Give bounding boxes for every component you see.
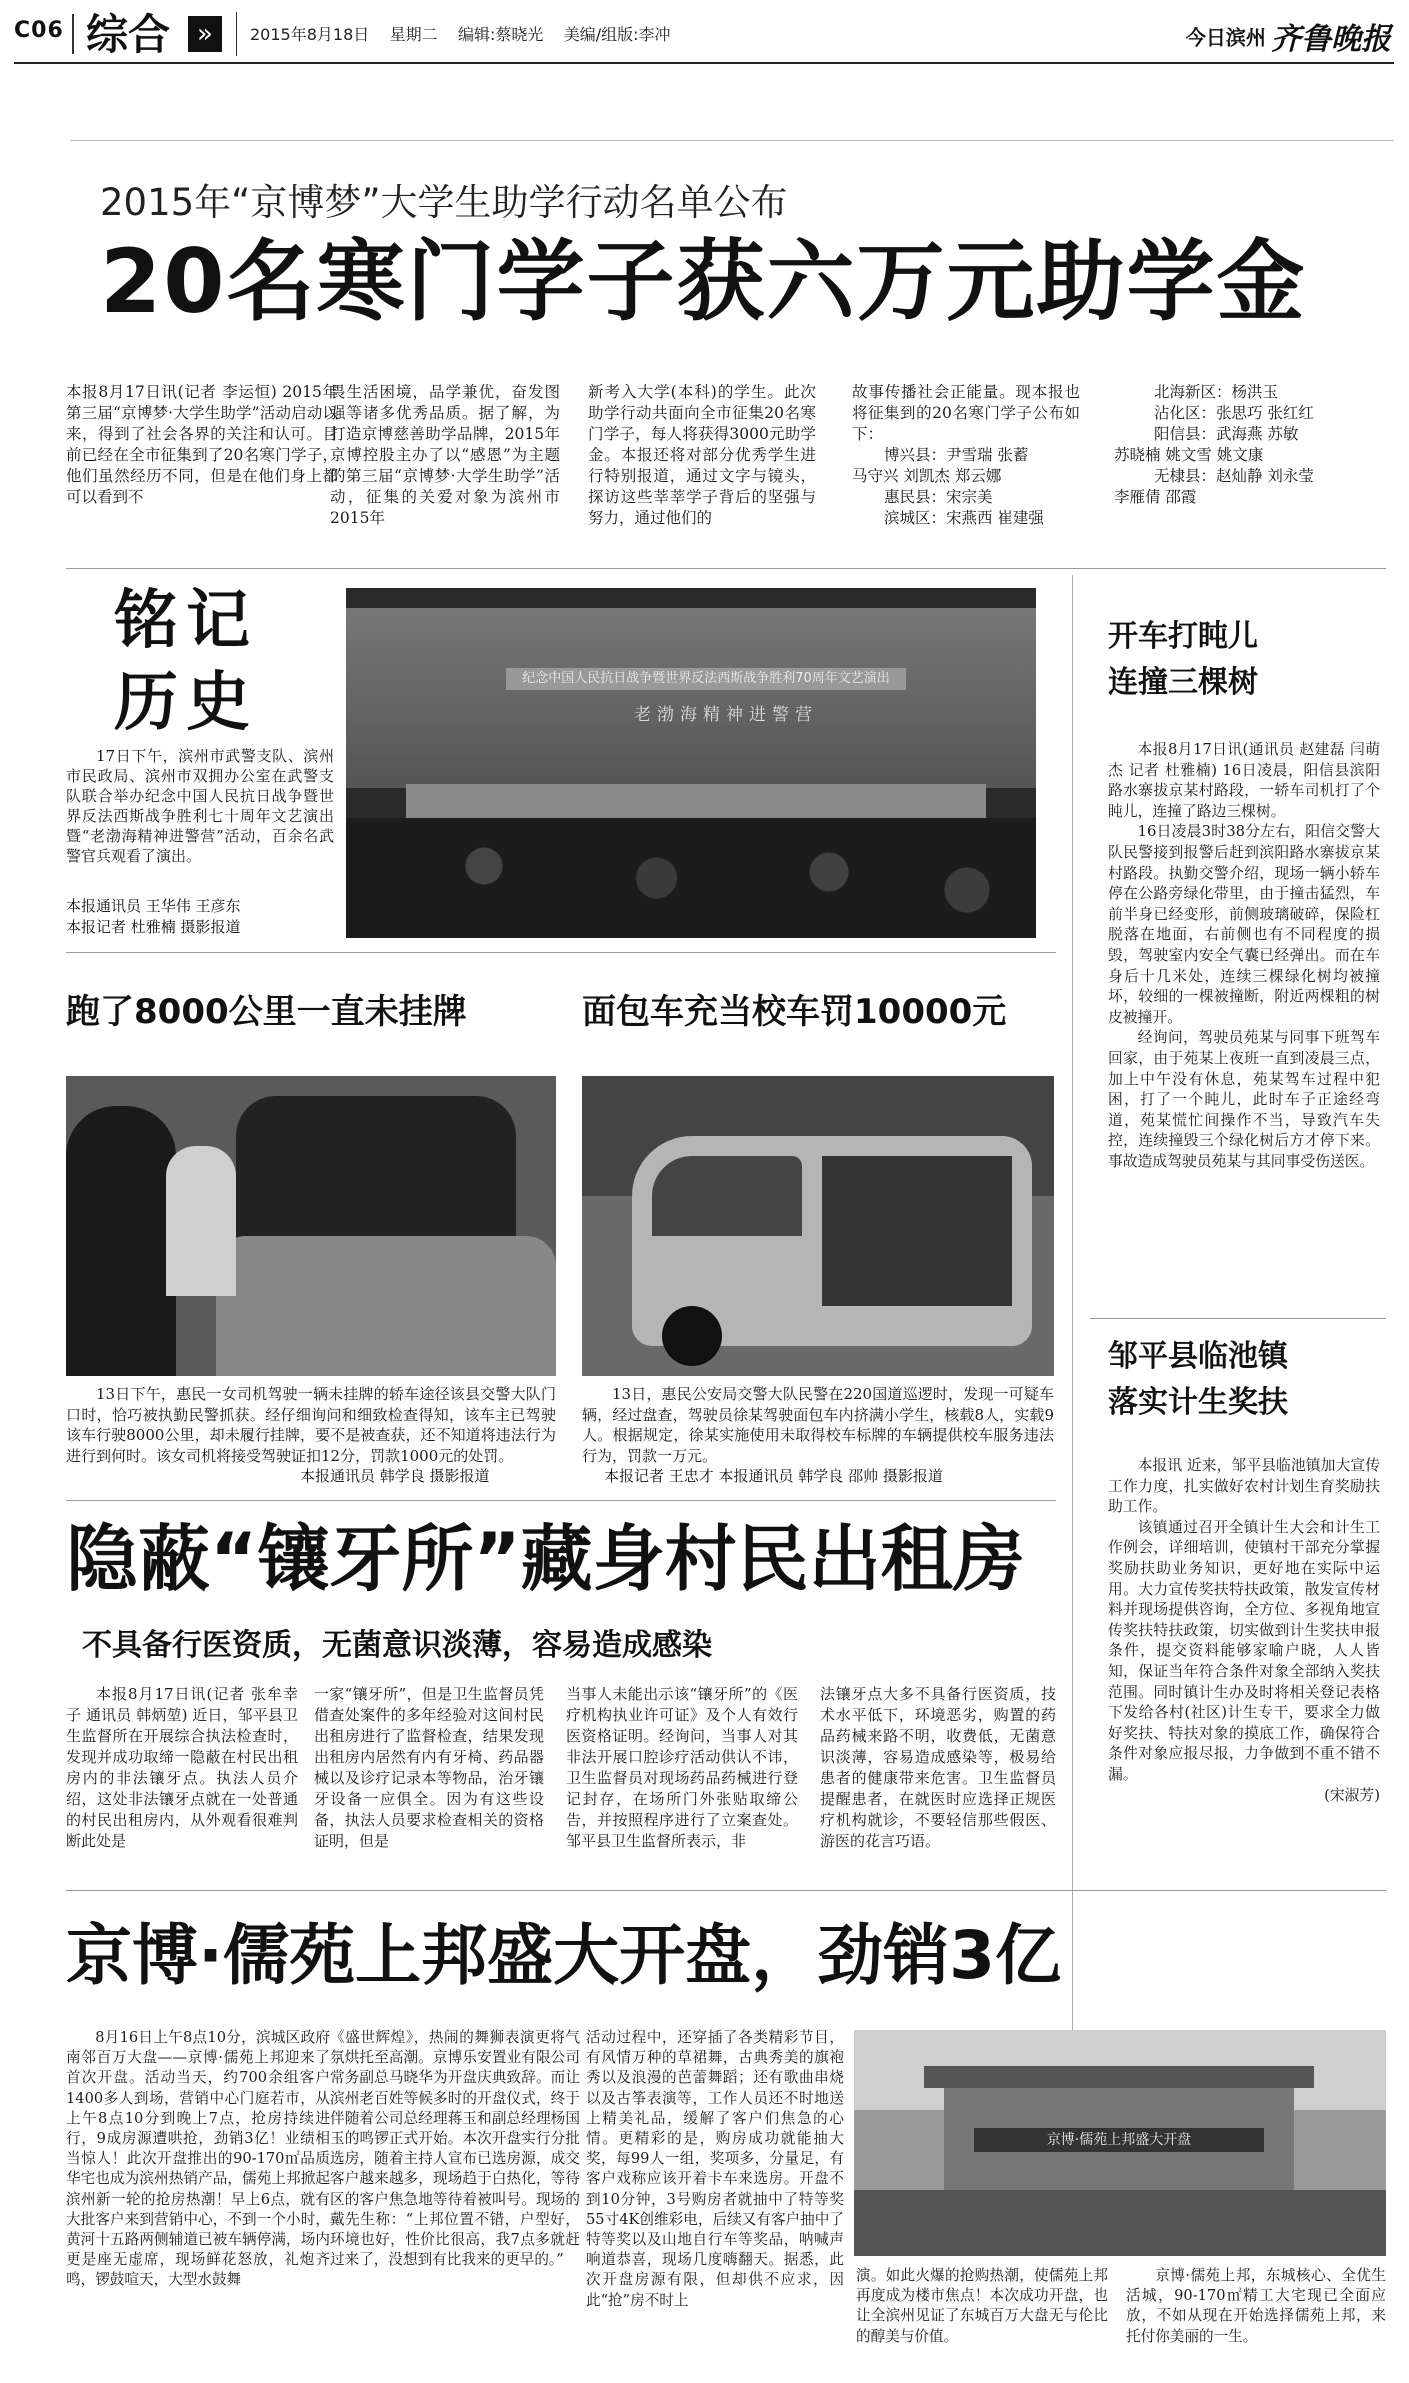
crowd: [854, 2190, 1386, 2256]
van-wheel: [662, 1306, 722, 1366]
brand-name: 齐鲁晚报: [1271, 22, 1391, 57]
car-body: [216, 1236, 556, 1376]
student-list-line: 滨城区：宋燕西 崔建强: [884, 509, 1044, 527]
top-story-col2: 畏生活困境，品学兼优，奋发图强等诸多优秀品质。据了解，为打造京博慈善助学品牌，2015年京博控股主办了以“感恩”为主题的第三届“京博梦·大学生助学”活动，征集的关爱对象为滨州市2015年: [330, 383, 560, 527]
photo-story-body: 17日下午，滨州市武警支队、滨州市民政局、滨州市双拥办公室在武警支队联合举办纪念中国人民抗日战争暨世界反法西斯战争胜利七十周年文艺演出暨“老渤海精神进警营”活动，百余名武警官兵观看了演出。: [66, 747, 334, 865]
stage-banner: 纪念中国人民抗日战争暨世界反法西斯战争胜利70周年文艺演出: [506, 668, 906, 690]
building-sign: 京博·儒苑上邦盛大开盘: [974, 2128, 1264, 2152]
jingbo-caption-left: 演。如此火爆的抢购热潮，使儒苑上邦再度成为楼市焦点！本次成功开盘，也让全滨州见证了东城百万大盘无与伦比的醇美与价值。: [856, 2267, 1108, 2345]
header-separator: [72, 14, 74, 54]
performance-photo: [346, 588, 1036, 938]
column-divider: [1072, 575, 1073, 2095]
crash-body: [1108, 740, 1380, 1172]
student-list-line: 马守兴 刘凯杰 郑云娜: [852, 467, 1002, 485]
photo-story-title: [114, 580, 258, 744]
crash-headline-line2: 连撞三棵树: [1108, 665, 1258, 700]
audience: [346, 818, 1036, 938]
student-list-b: [1114, 382, 1384, 508]
header-brand: [1186, 14, 1391, 58]
issue-weekday: 星期二: [389, 25, 438, 44]
building-roof: [924, 2066, 1314, 2088]
student-list-line: 李雁倩 邵霞: [1114, 488, 1197, 506]
van-headline: 面包车充当校车罚10000元: [582, 992, 1007, 1032]
top-story-col3: 新考入大学(本科)的学生。此次助学行动共面向全市征集20名寒门学子，每人将获得3000元助学金。本报还将对部分优秀学生进行特别报道，通过文字与镜头，探访这些莘莘学子背后的坚强与努力，通过他们的: [588, 383, 816, 527]
crash-body-p2: 16日凌晨3时38分左右，阳信交警大队民警接到报警后赶到滨阳路水寨拔京某村路段。执勤交警介绍，现场一辆小轿车停在公路旁绿化带里，由于撞击猛烈，车前半身已经变形，前侧玻璃破碎，保险杠脱落在地面，右前侧也有不同程度的损毁，驾驶室内安全气囊已经弹出。而在车身后十几米处，连续三棵绿化树均被撞坏，较细的一棵被撞断，附近两棵粗的树皮被撞开。: [1108, 823, 1380, 1026]
issue-info: [250, 22, 671, 45]
zouping-body-p1: 本报讯 近来，邹平县临池镇加大宣传工作力度，扎实做好农村计划生育奖励扶助工作。: [1108, 1457, 1380, 1516]
divider: [66, 1890, 1386, 1891]
student-list-line: 博兴县：尹雪瑞 张蓄: [884, 446, 1029, 464]
top-story-kicker: 2015年“京博梦”大学生助学行动名单公布: [100, 181, 788, 224]
crash-headline: [1108, 614, 1258, 706]
jingbo-photo: [854, 2030, 1386, 2256]
divider: [66, 568, 1386, 569]
car-body-text: 13日下午，惠民一女司机驾驶一辆未挂牌的轿车途径该县交警大队门口时，恰巧被执勤民警抓获。经仔细询问和细致检查得知，该车主已驾驶该车行驶8000公里，却未履行挂牌，要不是被查获，还不知道将违法行为进行到何时。该女司机将接受驾驶证扣12分，罚款1000元的处罚。: [66, 1385, 556, 1465]
jingbo-col1: 8月16日上午8点10分，滨城区政府南邻百万大盘——京博·儒苑上邦迎来了首次开盘。活动当天，约700余组客户1400多人到场，营销中心门庭若市，从上午8点10分到晚上7点，抢房持续进行，9成房源遭哄抢，劲销3亿！业绩相当惊人！此次开盘推出的90-170㎡品质华宅也成为滨州热销产品，儒苑上邦掀起滨州新一轮的抢房热潮！早上6点，就有大批客户来到营销中心，不到一个小时，黄河十五路两侧辅道已被车辆停满，场内更是座无虚席，现场鲜花怒放，礼炮齐鸣，锣鼓喧天，大型水鼓舞: [66, 2029, 330, 2289]
clinic-headline: 隐蔽“镶牙所”藏身村民出租房: [66, 1517, 1025, 1601]
stage-banner-sub: 老渤海精神进警营: [634, 705, 818, 725]
crash-headline-line1: 开车打盹儿: [1108, 619, 1258, 654]
photo-story-title-line2: 历史: [114, 666, 258, 740]
crash-body-p1: 本报8月17日讯(通讯员 赵建磊 闫萌杰 记者 杜雅楠) 16日凌晨，阳信县滨阳路水寨拔京某村路段，一轿车司机打了个盹儿，连撞了路边三棵树。: [1108, 741, 1380, 820]
zouping-author: (宋淑芳): [1324, 1786, 1380, 1804]
student-list-line: 阳信县：武海燕 苏敏: [1154, 425, 1299, 443]
clinic-col1: 本报8月17日讯(记者 张牟幸子 通讯员 韩炳堃) 近日，邹平县卫生监督所在开展综合执法检查时，发现并成功取缔一隐蔽在村民出租房内的非法镶牙点。执法人员介绍，这处非法镶牙点就在一处普通的村民出租房内，从外观看很难判断此处是: [66, 1685, 298, 1850]
van-credit: 本报记者 王忠才 本报通讯员 韩学良 邵帅 摄影报道: [604, 1467, 943, 1485]
student-list-line: 苏晓楠 姚文雪 姚文康: [1114, 446, 1264, 464]
brand-prefix: 今日滨州: [1185, 25, 1266, 50]
photo-story-credit-2: 本报记者 杜雅楠 摄影报道: [66, 918, 241, 936]
page-number: C06: [14, 18, 64, 43]
photo-story-credit-1: 本报通讯员 王华伟 王彦东: [66, 897, 241, 915]
car-headline: 跑了8000公里一直未挂牌: [66, 992, 467, 1032]
student-list-line: 沾化区：张思巧 张红红: [1154, 404, 1314, 422]
van-door: [822, 1156, 1012, 1306]
header-separator: [236, 12, 237, 56]
top-story-col4-text: 故事传播社会正能量。现本报也将征集到的20名寒门学子公布如下：: [852, 383, 1080, 443]
divider: [1090, 1318, 1386, 1319]
van-photo: [582, 1076, 1054, 1376]
crash-body-p3: 经询问，驾驶员苑某与同事下班驾车回家，由于苑某上夜班一直到凌晨三点，加上中午没有休息，苑某驾车过程中犯困，打了一个盹儿，此时车子正途经弯道，苑某慌忙间操作不当，导致汽车失控，连续撞毁三个绿化树后方才停下来。事故造成驾驶员苑某与其同事受伤送医。: [1108, 1029, 1380, 1170]
jingbo-caption-right: 京博·儒苑上邦，东城核心、全优生活城，90-170㎡精工大宅现已全面应放，不如从现在开始选择儒苑上邦，来托付你美丽的一生。: [1126, 2267, 1386, 2345]
jingbo-headline: 京博·儒苑上邦盛大开盘，劲销3亿: [66, 1917, 1061, 1994]
top-story-col1: 本报8月17日讯(记者 李运恒) 2015年第三届“京博梦·大学生助学”活动启动以来，得到了社会各界的关注和认可。目前已经在全市征集到了20名寒门学子，他们虽然经历不同，但是在他们身上都可以看到不: [66, 383, 338, 506]
issue-date: 2015年8月18日: [250, 25, 370, 44]
section-title: 综合: [86, 10, 171, 59]
zouping-body-p2: 该镇通过召开全镇计生大会和计生工作例会，详细培训，使镇村干部充分掌握奖励扶助业务知识，更好地在实际中运用。大力宣传奖扶特扶政策，散发宣传材料并现场提供咨询，全方位、多视角地宣传奖扶特扶政策，切实做到计生奖扶申报条件，提交资料能够家喻户晓，人人皆知，保证当年符合条件对象全部纳入奖扶范围。同时镇计生办及时将相关登记表格下发给各村(社区)计生专干，要求全力做好奖扶、特扶对象的摸底工作，确保符合条件对象应报尽报，力争做到不重不错不漏。: [1108, 1518, 1380, 1783]
car-photo: [66, 1076, 556, 1376]
stage-backdrop: [346, 608, 1036, 788]
officer: [66, 1106, 176, 1376]
issue-editor: 编辑:蔡晓光: [457, 25, 544, 44]
header-rule: [14, 62, 1394, 64]
student-list-line: 惠民县：宋宗美: [884, 488, 993, 506]
divider: [66, 952, 1056, 953]
clinic-subhead: 不具备行医资质，无菌意识淡薄，容易造成感染: [82, 1628, 712, 1663]
issue-designer: 美编/组版:李冲: [563, 25, 671, 44]
zouping-headline: [1108, 1334, 1288, 1426]
van-body-text: 13日，惠民公安局交警大队民警在220国道巡逻时，发现一可疑车辆，经过盘查，驾驶员徐某驾驶面包车内挤满小学生，核载8人，实载9人。根据规定，徐某实施使用未取得校车标牌的车辆提供校车服务违法行为，罚款一万元。: [582, 1385, 1054, 1465]
jingbo-col2: 《盛世辉煌》，热闹的舞狮表演更将气氛烘托至高潮。京博乐安置业有限公司常务副总马晓华为开盘庆典致辞。而让滨州老百姓等候多时的开盘仪式，终于伴随着公司总经理蒋玉和副总经理杨国玉的鸣锣正式开始。本次开盘实行分批选房，随着主持人宣布已选房源，成交客户越来越多，现场趋于白热化，等待区的客户焦急地等待着被叫号。现场的戴先生称：“上邦位置不错，户型好，环境也好，性价比很高，我7点多就赶过来了，没想到有比我来的更早的。”: [330, 2029, 580, 2269]
divider: [66, 1500, 1056, 1501]
car-credit: 本报通讯员 韩学良 摄影报道: [300, 1467, 490, 1485]
section-arrow-icon: »: [188, 16, 222, 52]
clinic-col2: 一家“镶牙所”，但是卫生监督员凭借查处案件的多年经验对这间村民出租房进行了监督检查，结果发现出租房内居然有内有牙椅、药品器械以及诊疗记录本等物品，治牙镶牙设备一应俱全。因为有这些设备，执法人员要求检查相关的资格证明，但是: [314, 1685, 544, 1850]
top-story-headline: 20名寒门学子获六万元助学金: [100, 230, 1307, 333]
zouping-body: [1108, 1456, 1380, 1806]
header-rule-thin: [70, 140, 1394, 141]
jingbo-col3: 活动过程中，还穿插了各类精彩节目，有风情万种的草裙舞，古典秀美的旗袍秀以及浪漫的芭蕾舞蹈；还有歌曲串烧以及古筝表演等，工作人员还不时地送上精美礼品，缓解了客户们焦急的心情。更精彩的是，购房成功就能抽大奖，每99人一组，奖项多，分量足，有客户戏称应该开着卡车来选房。开盘不到10分钟，3号购房者就抽中了特等奖55寸4K创维彩电，后续又有客户抽中了特等奖以及山地自行车等奖品，呐喊声响道恭喜，现场几度嗨翻天。据悉，此次开盘房源有限，但却供不应求，因此“抢”房不时上: [586, 2029, 844, 2309]
officer-2: [166, 1146, 236, 1296]
van-windshield: [652, 1156, 802, 1236]
photo-story-title-line1: 铭记: [114, 584, 258, 658]
clinic-col4: 法镶牙点大多不具备行医资质，技术水平低下，环境恶劣，购置的药品药械来路不明，收费低，无菌意识淡薄，容易造成感染等，极易给患者的健康带来危害。卫生监督员提醒患者，在就医时应选择正规医疗机构就诊，不要轻信那些假医、游医的花言巧语。: [820, 1685, 1056, 1850]
zouping-headline-line2: 落实计生奖扶: [1108, 1385, 1288, 1420]
student-list-a: [852, 445, 1080, 529]
top-story-col4: [852, 382, 1080, 529]
student-list-line: 无棣县：赵灿静 刘永莹: [1154, 467, 1314, 485]
clinic-col3: 当事人未能出示该“镶牙所”的《医疗机构执业许可证》及个人有效行医资格证明。经询问，当事人对其非法开展口腔诊疗活动供认不讳，卫生监督员对现场药品药械进行登记封存，在场所门外张贴取缔公告，并按照程序进行了立案查处。邹平县卫生监督所表示，非: [566, 1685, 798, 1850]
student-list-line: 北海新区：杨洪玉: [1154, 383, 1279, 401]
zouping-headline-line1: 邹平县临池镇: [1108, 1339, 1288, 1374]
